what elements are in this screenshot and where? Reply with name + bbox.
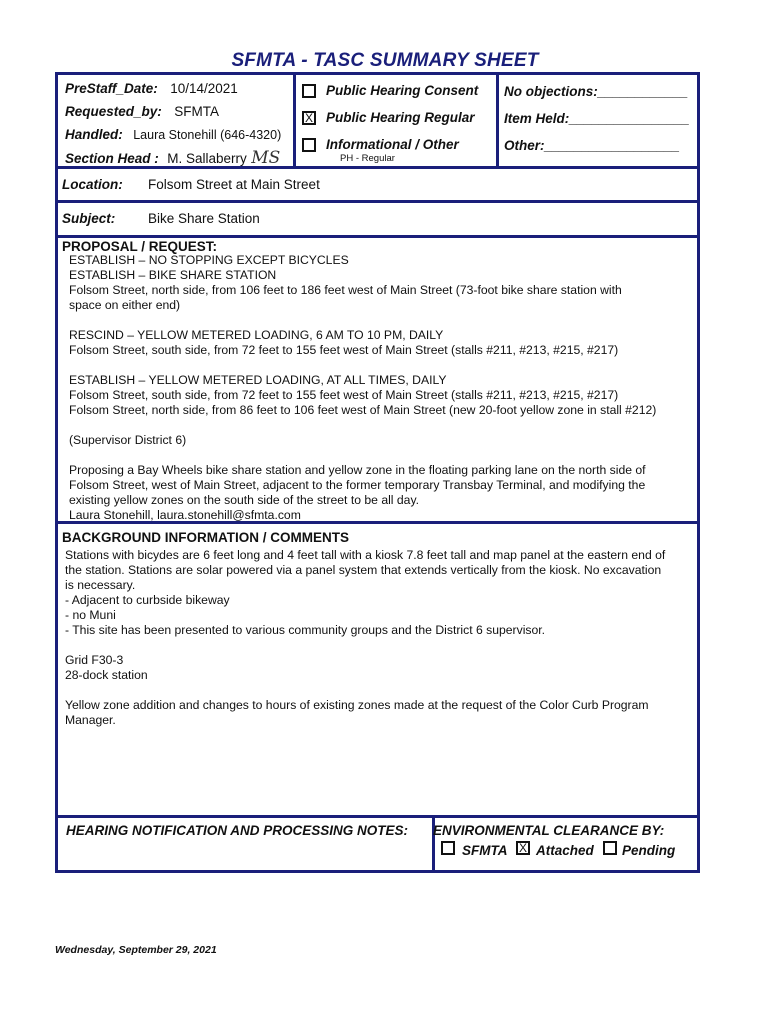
handled-row <box>65 126 281 144</box>
proposal-paragraph: ESTABLISH – YELLOW METERED LOADING, AT ALL TIMES, DAILY Folsom Street, south side, from 72 feet to 155 feet west of Main Street (stalls #211, #213, #215, #217) Folsom Street, north side, from 86 feet to 106 feet west of Main Street (new 20-foot yellow zone in stall #212) <box>69 373 657 417</box>
background-paragraph: Grid F30-3 28-dock station <box>65 653 148 682</box>
prestaff-date-label: PreStaff_Date: <box>65 81 158 96</box>
env-attached-checkbox[interactable]: X <box>516 841 530 855</box>
informational-other-checkbox[interactable] <box>302 138 316 152</box>
requested-by-label: Requested_by: <box>65 104 162 119</box>
background-paragraph: Stations with bicydes are 6 feet long and 4 feet tall with a kiosk 7.8 feet tall and map panel at the eastern end of the station. Stations are solar powered via a panel system that extends vertically from the kiosk. No excavation is necessary. - Adjacent to curbside bikeway - no Muni - This site has been presented to various community groups and the District 6 supervisor. <box>65 548 666 637</box>
proposal-heading: PROPOSAL / REQUEST: <box>62 239 218 254</box>
handled-label: Handled: <box>65 127 123 142</box>
hearing-notes-label: HEARING NOTIFICATION AND PROCESSING NOTES: <box>66 823 409 838</box>
public-hearing-regular-checkbox[interactable]: X <box>302 111 316 125</box>
informational-other-label: Informational / Other <box>326 137 459 152</box>
prestaff-date-row <box>65 80 238 98</box>
divider <box>293 72 296 167</box>
proposal-paragraph: (Supervisor District 6) <box>69 433 187 447</box>
hearing-note: PH - Regular <box>340 153 395 164</box>
requested-by-value: SFMTA <box>174 104 219 119</box>
section-head-label: Section Head : <box>65 151 159 166</box>
background-paragraph: Yellow zone addition and changes to hours of existing zones made at the request of the Color Curb Program Manager. <box>65 698 649 727</box>
section-head-value: M. Sallaberry <box>167 151 247 166</box>
item-held-field: Item Held:________________ <box>504 111 690 126</box>
env-sfmta-label: SFMTA <box>462 843 508 858</box>
env-sfmta-checkbox[interactable] <box>441 841 455 855</box>
public-hearing-regular-label: Public Hearing Regular <box>326 110 475 125</box>
signature: MS <box>251 148 281 168</box>
no-objections-field: No objections:____________ <box>504 84 688 99</box>
section-head-row <box>65 148 280 168</box>
location-value: Folsom Street at Main Street <box>148 177 320 192</box>
subject-value: Bike Share Station <box>148 211 260 226</box>
proposal-paragraph: ESTABLISH – NO STOPPING EXCEPT BICYCLES ESTABLISH – BIKE SHARE STATION Folsom Street, north side, from 106 feet to 186 feet west of Main Street (73-foot bike share station with space on either end) <box>69 253 622 312</box>
proposal-paragraph: Proposing a Bay Wheels bike share station and yellow zone in the floating parking lane on the north side of Folsom Street, west of Main Street, adjacent to the former temporary Transbay Terminal, and modifying the existing yellow zones on the south side of the street to be all day. Laura Stonehill, laura.stonehill@sfmta.com <box>69 463 646 522</box>
public-hearing-consent-label: Public Hearing Consent <box>326 83 479 98</box>
proposal-paragraph: RESCIND – YELLOW METERED LOADING, 6 AM TO 10 PM, DAILY Folsom Street, south side, from 72 feet to 155 feet west of Main Street (stalls #211, #213, #215, #217) <box>69 328 619 357</box>
public-hearing-consent-checkbox[interactable] <box>302 84 316 98</box>
env-pending-label: Pending <box>622 843 676 858</box>
requested-by-row <box>65 103 219 121</box>
divider <box>55 235 700 238</box>
location-label: Location: <box>62 177 123 192</box>
environmental-clearance-label: ENVIRONMENTAL CLEARANCE BY: <box>433 823 665 838</box>
handled-value: Laura Stonehill (646-4320) <box>133 128 282 142</box>
subject-label: Subject: <box>62 211 116 226</box>
page-title: SFMTA - TASC SUMMARY SHEET <box>231 50 539 71</box>
env-pending-checkbox[interactable] <box>603 841 617 855</box>
divider <box>55 815 700 818</box>
prestaff-date-value: 10/14/2021 <box>170 81 238 96</box>
divider <box>496 72 499 167</box>
background-heading: BACKGROUND INFORMATION / COMMENTS <box>62 530 349 545</box>
divider <box>55 200 700 203</box>
env-attached-label: Attached <box>536 843 594 858</box>
footer-date: Wednesday, September 29, 2021 <box>55 944 217 956</box>
other-field: Other:__________________ <box>504 138 680 153</box>
